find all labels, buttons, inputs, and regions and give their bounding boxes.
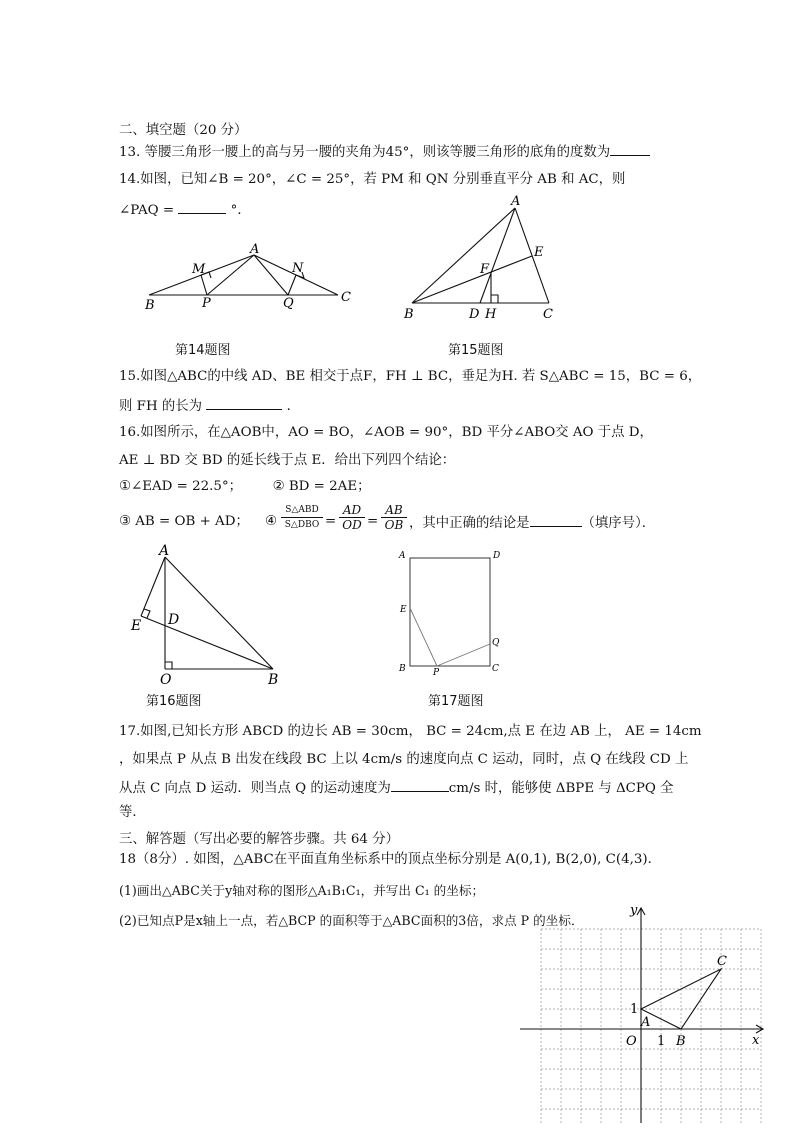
q17-answer-blank[interactable] [391,778,449,792]
figure-14 [140,243,370,313]
fig16-label-a: A [159,543,170,559]
fig16-label-d: D [168,612,180,628]
fig17-label-b: B [399,664,406,674]
q16-fraction-3-den: OB [384,518,404,532]
fig18-label-1y: 1 [630,1002,639,1017]
q15-answer-blank[interactable] [206,396,282,410]
fig17-label-c: C [492,664,499,674]
q16-conclusion-4-text [409,513,655,533]
q17-line2: ，如果点 P 从点 B 出发在线段 BC 上以 4cm/s 的速度向点 C 运动，同时，点 Q 在线段 CD 上 [119,752,689,767]
q16-fraction-3 [381,503,407,532]
q16-fraction-2 [339,503,365,532]
q18-line3: (2)已知点P是x轴上一点，若△BCP 的面积等于△ABC面积的3倍，求点 P 的坐标． [119,913,584,928]
q14-line2 [119,200,251,220]
fig18-label-1x: 1 [657,1034,666,1049]
fig14-label-c: C [341,290,351,305]
fig14-label-b: B [145,298,155,313]
q16-conclusion-1: ①∠EAD = 22.5°； [119,479,243,494]
q14-line2-end: °． [230,203,251,218]
fig15-label-a: A [511,194,521,209]
q17-line3-start: 从点 C 向点 D 运动．则当点 Q 的运动速度为 [119,781,391,796]
q15-line1: 15.如图△ABC的中线 AD、BE 相交于点F，FH ⊥ BC，垂足为H. 若 S△ABC = 15，BC = 6， [119,369,702,384]
fig14-label-q: Q [283,296,294,311]
q16-fraction-1-den: S△DBO [284,520,320,530]
fig16-caption: 第16题图 [146,694,202,709]
q14-answer-blank[interactable] [178,200,226,214]
fig17-label-a: A [399,551,406,561]
q15-line2 [119,396,300,416]
q16-fraction-3-num: AB [381,503,407,518]
q17-line1: 17.如图,已知长方形 ABCD 的边长 AB = 30cm， BC = 24cm,点 E 在边 AB 上， AE = 14cm [119,724,702,739]
fig15-label-d: D [469,307,480,322]
figure-18-grid [520,898,780,1128]
fig16-label-e: E [131,618,142,634]
q16-conclusion-3: ③ AB = OB + AD； [119,514,249,529]
fig18-label-c: C [717,954,727,969]
q16-line1: 16.如图所示，在△AOB中，AO = BO，∠AOB = 90°，BD 平分∠ABO交 AO 于点 D， [119,425,653,440]
fig15-label-b: B [404,307,414,322]
section-3-heading: 三、解答题（写出必要的解答步骤。共 64 分） [119,832,399,847]
q14-line1: 14.如图，已知∠B = 20°，∠C = 25°，若 PM 和 QN 分别垂直平分 AB 和 AC，则 [119,172,626,187]
q16-fraction-1 [281,503,323,532]
fig18-label-b: B [676,1034,686,1049]
q16-fraction-1-num: S△ABD [281,503,323,518]
fig17-label-q: Q [492,638,500,648]
fig18-label-y: y [630,903,638,918]
q16-conclusions-row1 [119,478,371,496]
q16-prompt-end: （填序号）． [581,516,656,531]
figure-17 [396,546,516,676]
figure-16 [128,543,288,688]
q16-prompt: ，其中正确的结论是 [409,516,530,531]
q15-line2-end: ． [286,399,300,414]
fig14-label-m: M [192,262,206,277]
q16-conclusion-2: ② BD = 2AE； [272,479,371,494]
fig18-label-x: x [752,1033,760,1048]
fig18-label-o: O [626,1034,637,1049]
q17-line3-end: cm/s 时，能够使 ΔBPE 与 ΔCPQ 全 [448,781,674,796]
fig15-label-f: F [480,262,490,277]
fig15-label-e: E [534,245,544,260]
q15-line2-start: 则 FH 的长为 [119,399,203,414]
fig14-label-a: A [250,242,260,257]
fig16-label-o: O [160,672,172,688]
fig15-caption: 第15题图 [448,343,504,358]
fig15-label-h: H [485,307,497,322]
q17-line4: 等． [119,805,146,820]
q16-fraction-2-den: OD [342,518,362,532]
fig16-label-b: B [268,672,279,688]
fig17-label-p: P [433,668,440,678]
fig14-label-n: N [292,261,304,276]
fig17-label-d: D [493,551,501,561]
q17-line3 [119,778,674,798]
figure-15 [400,194,560,324]
q16-conclusion-4-mark: ④ [265,514,278,529]
q16-answer-blank[interactable] [530,513,582,527]
fig18-label-a: A [641,1015,651,1030]
fig14-caption: 第14题图 [175,343,231,358]
fig14-label-p: P [202,296,211,311]
q16-fraction-2-num: AD [339,503,365,518]
q13-body: 13. 等腰三角形一腰上的高与另一腰的夹角为45°，则该等腰三角形的底角的度数为 [119,145,611,160]
q13-text [119,142,650,162]
q14-line2-start: ∠PAQ = [119,203,175,218]
q18-line2: (1)画出△ABC关于y轴对称的图形△A₁B₁C₁，并写出 C₁ 的坐标； [119,883,485,898]
q13-answer-blank[interactable] [610,142,650,156]
fig17-caption: 第17题图 [428,694,484,709]
fig17-label-e: E [400,605,407,615]
section-2-heading: 二、填空题（20 分） [119,123,248,138]
q16-line2: AE ⊥ BD 交 BD 的延长线于点 E．给出下列四个结论： [119,453,456,468]
fig15-label-c: C [543,307,553,322]
q18-line1: 18（8分）. 如图，△ABC在平面直角坐标系中的顶点坐标分别是 A(0,1), B(2,0), C(4,3)． [119,852,662,867]
